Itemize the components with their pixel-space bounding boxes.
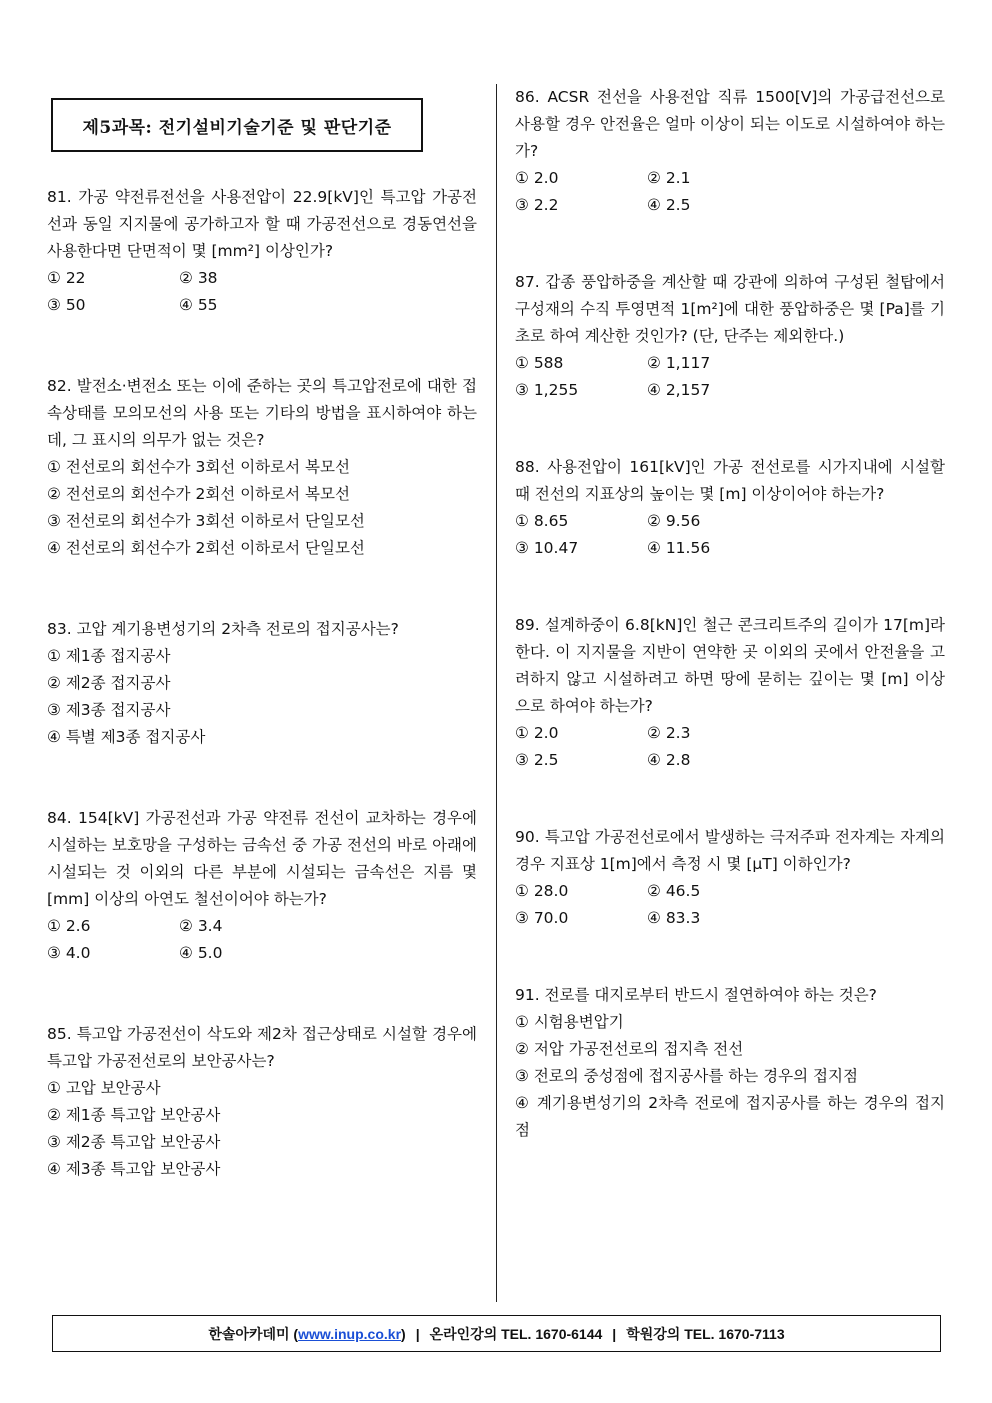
question-stem: 86. ACSR 전선을 사용전압 직류 1500[V]의 가공급전선으로 사용할 경우 안전율은 얼마 이상이 되는 이도로 시설하여야 하는가? (515, 88, 945, 160)
options (515, 878, 945, 932)
right-column (515, 84, 945, 1144)
option-3[interactable]: ③ 50 (47, 296, 86, 314)
option-4[interactable]: ④ 특별 제3종 접지공사 (47, 728, 206, 746)
option-3[interactable]: ③ 제3종 접지공사 (47, 701, 171, 719)
option-4[interactable]: ④ 전선로의 회선수가 2회선 이하로서 단일모선 (47, 539, 365, 557)
question-81 (47, 184, 477, 319)
footer-paren: ) (401, 1325, 406, 1342)
option-4[interactable]: ④ 제3종 특고압 보안공사 (47, 1160, 221, 1178)
options (47, 454, 477, 562)
option-3[interactable]: ③ 전선로의 회선수가 3회선 이하로서 단일모선 (47, 512, 365, 530)
option-3[interactable]: ③ 10.47 (515, 539, 579, 557)
option-4[interactable]: ④ 2,157 (647, 381, 711, 399)
options (515, 350, 945, 404)
option-4[interactable]: ④ 83.3 (647, 909, 701, 927)
option-3[interactable]: ③ 1,255 (515, 381, 579, 399)
options (47, 913, 477, 967)
options (515, 165, 945, 219)
question-stem: 91. 전로를 대지로부터 반드시 절연하여야 하는 것은? (515, 986, 877, 1004)
options (47, 1075, 477, 1183)
option-1[interactable]: ① 22 (47, 269, 86, 287)
option-4[interactable]: ④ 5.0 (179, 944, 223, 962)
question-stem: 81. 가공 약전류전선을 사용전압이 22.9[kV]인 특고압 가공전선과 동일 지지물에 공가하고자 할 때 가공전선으로 경동연선을 사용한다면 단면적이 몇 [mm²] 이상인가? (47, 188, 477, 260)
option-2[interactable]: ② 3.4 (179, 917, 223, 935)
option-2[interactable]: ② 46.5 (647, 882, 701, 900)
section-title: 제5과목: 전기설비기술기준 및 판단기준 (51, 98, 423, 152)
options (515, 508, 945, 562)
question-90 (515, 824, 945, 932)
question-84 (47, 805, 477, 967)
option-2[interactable]: ② 2.1 (647, 169, 691, 187)
left-column (47, 84, 477, 1183)
question-83 (47, 616, 477, 751)
option-2[interactable]: ② 저압 가공전선로의 접지측 전선 (515, 1040, 744, 1058)
option-4[interactable]: ④ 2.8 (647, 751, 691, 769)
option-2[interactable]: ② 전선로의 회선수가 2회선 이하로서 복모선 (47, 485, 350, 503)
footer-online-tel: 온라인강의 TEL. 1670-6144 (429, 1325, 603, 1342)
option-1[interactable]: ① 제1종 접지공사 (47, 647, 171, 665)
options (515, 720, 945, 774)
options (515, 1009, 945, 1144)
option-2[interactable]: ② 1,117 (647, 354, 711, 372)
option-4[interactable]: ④ 55 (179, 296, 218, 314)
option-1[interactable]: ① 2.0 (515, 724, 559, 742)
option-4[interactable]: ④ 2.5 (647, 196, 691, 214)
option-1[interactable]: ① 전선로의 회선수가 3회선 이하로서 복모선 (47, 458, 350, 476)
option-1[interactable]: ① 8.65 (515, 512, 569, 530)
option-3[interactable]: ③ 2.2 (515, 196, 559, 214)
option-3[interactable]: ③ 70.0 (515, 909, 569, 927)
question-stem: 82. 발전소·변전소 또는 이에 준하는 곳의 특고압전로에 대한 접속상태를 모의모선의 사용 또는 기타의 방법을 표시하여야 하는데, 그 표시의 의무가 없는 것은? (47, 377, 477, 449)
option-1[interactable]: ① 28.0 (515, 882, 569, 900)
footer-offline-tel: 학원강의 TEL. 1670-7113 (626, 1325, 785, 1342)
option-1[interactable]: ① 시험용변압기 (515, 1013, 624, 1031)
option-1[interactable]: ① 588 (515, 354, 564, 372)
question-89 (515, 612, 945, 774)
question-88 (515, 454, 945, 562)
option-4[interactable]: ④ 11.56 (647, 539, 711, 557)
question-stem: 85. 특고압 가공전선이 삭도와 제2차 접근상태로 시설할 경우에 특고압 가공전선로의 보안공사는? (47, 1025, 477, 1070)
option-2[interactable]: ② 2.3 (647, 724, 691, 742)
option-2[interactable]: ② 38 (179, 269, 218, 287)
option-3[interactable]: ③ 전로의 중성점에 접지공사를 하는 경우의 접지점 (515, 1067, 858, 1085)
option-2[interactable]: ② 제1종 특고압 보안공사 (47, 1106, 221, 1124)
option-3[interactable]: ③ 제2종 특고압 보안공사 (47, 1133, 221, 1151)
question-82 (47, 373, 477, 562)
option-4[interactable]: ④ 계기용변성기의 2차측 전로에 접지공사를 하는 경우의 접지점 (515, 1094, 945, 1139)
option-1[interactable]: ① 2.0 (515, 169, 559, 187)
option-2[interactable]: ② 제2종 접지공사 (47, 674, 171, 692)
question-stem: 90. 특고압 가공전선로에서 발생하는 극저주파 전자계는 자계의 경우 지표상 1[m]에서 측정 시 몇 [μT] 이하인가? (515, 828, 945, 873)
question-85 (47, 1021, 477, 1183)
option-3[interactable]: ③ 4.0 (47, 944, 91, 962)
question-stem: 84. 154[kV] 가공전선과 가공 약전류 전선이 교차하는 경우에 시설하는 보호망을 구성하는 금속선 중 가공 전선의 바로 아래에 시설되는 것 이외의 다른 부분에 시설되는 금속선은 지름 몇 [mm] 이상의 아연도 철선이어야 하는가? (47, 809, 477, 908)
question-91 (515, 982, 945, 1144)
option-1[interactable]: ① 2.6 (47, 917, 91, 935)
question-86 (515, 84, 945, 219)
question-stem: 87. 갑종 풍압하중을 계산할 때 강관에 의하여 구성된 철탑에서 구성재의 수직 투영면적 1[m²]에 대한 풍압하중은 몇 [Pa]를 기초로 하여 계산한 것인가? (단, 단주는 제외한다.) (515, 273, 945, 345)
option-1[interactable]: ① 고압 보안공사 (47, 1079, 161, 1097)
footer-website-link[interactable]: www.inup.co.kr (298, 1325, 402, 1342)
option-3[interactable]: ③ 2.5 (515, 751, 559, 769)
question-stem: 83. 고압 계기용변성기의 2차측 전로의 접지공사는? (47, 620, 399, 638)
question-87 (515, 269, 945, 404)
footer-separator: | (415, 1325, 420, 1342)
question-stem: 89. 설계하중이 6.8[kN]인 철근 콘크리트주의 길이가 17[m]라 한다. 이 지지물을 지반이 연약한 곳 이외의 곳에서 안전율을 고려하지 않고 시설하려고 하면 땅에 묻히는 깊이는 몇 [m] 이상으로 하여야 하는가? (515, 616, 945, 715)
question-stem: 88. 사용전압이 161[kV]인 가공 전선로를 시가지내에 시설할 때 전선의 지표상의 높이는 몇 [m] 이상이어야 하는가? (515, 458, 945, 503)
column-divider (496, 84, 497, 1302)
page-footer (52, 1315, 941, 1352)
footer-academy: 한솔아카데미 ( (208, 1325, 299, 1342)
options (47, 643, 477, 751)
footer-separator: | (612, 1325, 617, 1342)
option-2[interactable]: ② 9.56 (647, 512, 701, 530)
options (47, 265, 477, 319)
